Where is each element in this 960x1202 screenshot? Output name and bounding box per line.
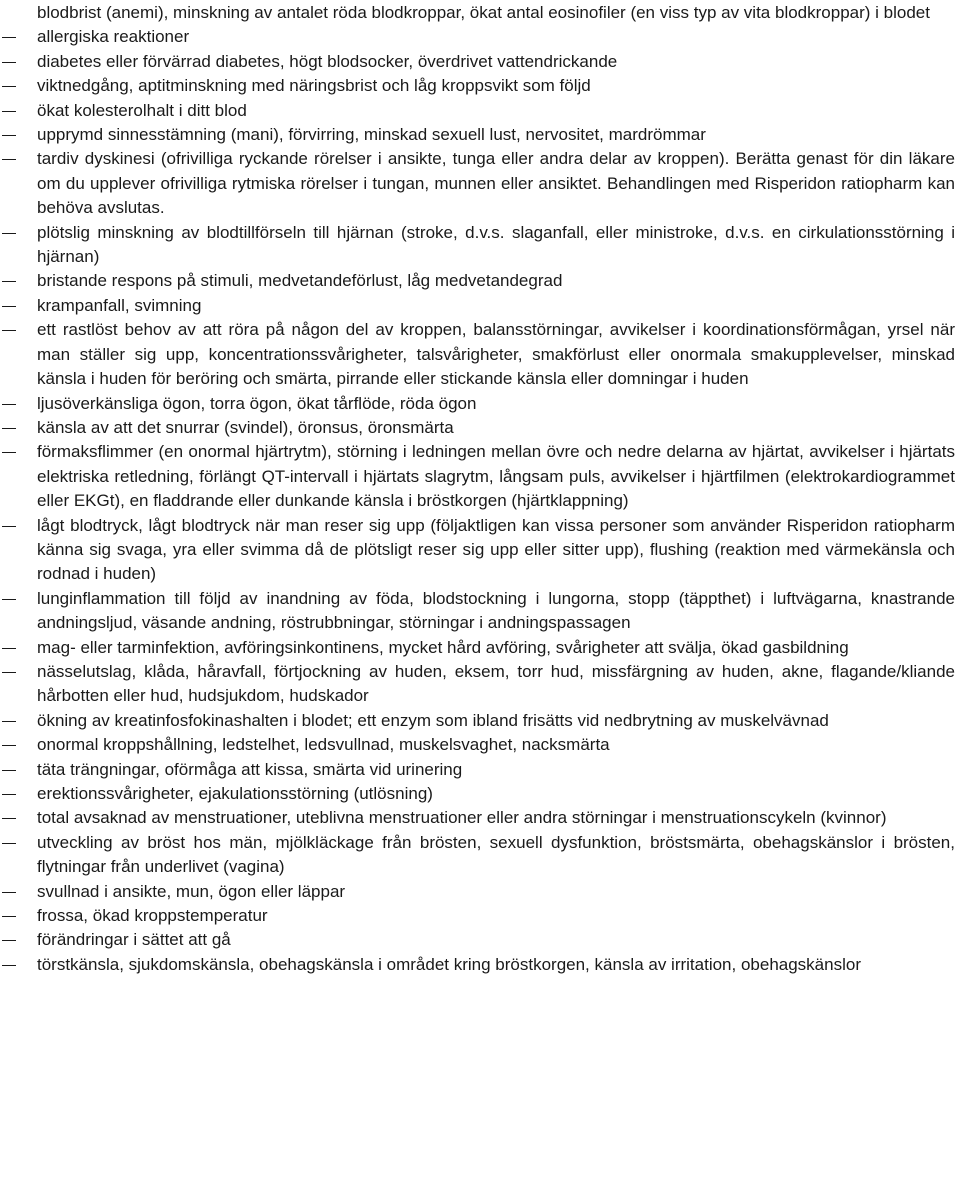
list-item xyxy=(0,74,955,98)
dash-bullet-icon xyxy=(2,404,16,405)
dash-bullet-icon xyxy=(2,428,16,429)
list-item-text: ökat kolesterolhalt i ditt blod xyxy=(37,100,247,120)
dash-bullet-icon xyxy=(2,745,16,746)
list-item xyxy=(0,928,955,952)
list-item xyxy=(0,269,955,293)
list-item-text: ökning av kreatinfosfokinashalten i blodet; ett enzym som ibland frisätts vid nedbrytning av muskelvävnad xyxy=(37,710,829,730)
list-item-continuation xyxy=(0,0,955,25)
list-item xyxy=(0,392,955,416)
list-item-text: plötslig minskning av blodtillförseln till hjärnan (stroke, d.v.s. slaganfall, eller ministroke, d.v.s. en cirkulationsstörning i hjärnan) xyxy=(37,222,955,267)
dash-bullet-icon xyxy=(2,111,16,112)
dash-bullet-icon xyxy=(2,135,16,136)
dash-bullet-icon xyxy=(2,452,16,453)
list-item-text: svullnad i ansikte, mun, ögon eller läppar xyxy=(37,881,346,901)
list-item xyxy=(0,99,955,123)
dash-bullet-icon xyxy=(2,940,16,941)
list-item xyxy=(0,831,955,880)
list-item-text: förändringar i sättet att gå xyxy=(37,930,231,950)
list-item-text: ett rastlöst behov av att röra på någon del av kroppen, balansstörningar, avvikelser i koordinationsförmågan, yrsel när man ställer sig upp, koncentrationssvårigheter, talsvårigheter, smakförlust eller onormala smakupplevelser, minskad känsla i huden för beröring och smärta, pirrande eller stickande känsla eller domningar i huden xyxy=(37,320,955,389)
list-item xyxy=(0,880,955,904)
list-item-text: lunginflammation till följd av inandning av föda, blodstockning i lungorna, stopp (täppthet) i luftvägarna, knastrande andningsljud, väsande andning, röstrubbningar, störningar i andningspassagen xyxy=(37,588,955,633)
list-item xyxy=(0,50,955,74)
list-item-text: nässelutslag, klåda, håravfall, förtjockning av huden, eksem, torr hud, missfärgning av huden, akne, flagande/kliande hårbotten eller hud, hudsjukdom, hudskador xyxy=(37,661,955,706)
list-item xyxy=(0,782,955,806)
dash-bullet-icon xyxy=(2,233,16,234)
dash-bullet-icon xyxy=(2,843,16,844)
list-item xyxy=(0,416,955,440)
list-item-text: ljusöverkänsliga ögon, torra ögon, ökat tårflöde, röda ögon xyxy=(37,393,477,413)
dash-bullet-icon xyxy=(2,672,16,673)
list-item xyxy=(0,709,955,733)
list-item-text: tardiv dyskinesi (ofrivilliga ryckande rörelser i ansikte, tunga eller andra delar av kroppen). Berätta genast för din läkare om du upplever ofrivilliga rytmiska rörelser i tungan, munnen eller ansiktet. Behandlingen med Risperidon ratiopharm kan behöva avslutas. xyxy=(37,149,955,218)
list-item-text: allergiska reaktioner xyxy=(37,27,190,47)
dash-bullet-icon xyxy=(2,159,16,160)
dash-bullet-icon xyxy=(2,770,16,771)
list-item xyxy=(0,953,955,977)
dash-bullet-icon xyxy=(2,648,16,649)
list-item-text: lågt blodtryck, lågt blodtryck när man reser sig upp (följaktligen kan vissa personer som använder Risperidon ratiopharm känna sig svaga, yra eller svimma då de plötsligt reser sig upp eller sitter upp), flushing (reaktion med värmekänsla och rodnad i huden) xyxy=(37,515,955,584)
list-item xyxy=(0,221,955,270)
dash-bullet-icon xyxy=(2,86,16,87)
dash-bullet-icon xyxy=(2,965,16,966)
dash-bullet-icon xyxy=(2,916,16,917)
list-item-text: frossa, ökad kroppstemperatur xyxy=(37,906,268,926)
list-item-text: bristande respons på stimuli, medvetandeförlust, låg medvetandegrad xyxy=(37,271,563,291)
list-item-text: mag- eller tarminfektion, avföringsinkontinens, mycket hård avföring, svårigheter att svälja, ökad gasbildning xyxy=(37,637,849,657)
list-item xyxy=(0,636,955,660)
list-item-text: viktnedgång, aptitminskning med näringsbrist och låg kroppsvikt som följd xyxy=(37,76,591,96)
dash-bullet-icon xyxy=(2,281,16,282)
list-item-text: törstkänsla, sjukdomskänsla, obehagskänsla i området kring bröstkorgen, känsla av irritation, obehagskänslor xyxy=(37,954,861,974)
dash-bullet-icon xyxy=(2,62,16,63)
list-item-text: känsla av att det snurrar (svindel), öronsus, öronsmärta xyxy=(37,417,454,437)
list-item xyxy=(0,733,955,757)
list-item xyxy=(0,758,955,782)
dash-bullet-icon xyxy=(2,526,16,527)
list-item xyxy=(0,806,955,830)
dash-bullet-icon xyxy=(2,306,16,307)
list-item-text: blodbrist (anemi), minskning av antalet röda blodkroppar, ökat antal eosinofiler (en viss typ av vita blodkroppar) i blodet xyxy=(37,3,930,22)
dash-bullet-icon xyxy=(2,599,16,600)
list-item xyxy=(0,294,955,318)
dash-bullet-icon xyxy=(2,721,16,722)
list-item-text: krampanfall, svimning xyxy=(37,295,202,315)
dash-bullet-icon xyxy=(2,330,16,331)
dash-bullet-icon xyxy=(2,37,16,38)
list-item-text: utveckling av bröst hos män, mjölkläckage från brösten, sexuell dysfunktion, bröstsmärta, obehagskänslor i brösten, flytningar från underlivet (vagina) xyxy=(37,832,955,877)
list-item-text: diabetes eller förvärrad diabetes, högt blodsocker, överdrivet vattendrickande xyxy=(37,51,618,71)
dash-bullet-icon xyxy=(2,818,16,819)
list-item-text: total avsaknad av menstruationer, uteblivna menstruationer eller andra störningar i menstruationscykeln (kvinnor) xyxy=(37,808,887,828)
list-item xyxy=(0,440,955,513)
list-item-text: onormal kroppshållning, ledstelhet, ledsvullnad, muskelsvaghet, nacksmärta xyxy=(37,735,610,755)
list-item xyxy=(0,147,955,220)
list-item xyxy=(0,318,955,391)
list-item-text: upprymd sinnesstämning (mani), förvirring, minskad sexuell lust, nervositet, mardrömmar xyxy=(37,125,706,145)
list-item xyxy=(0,904,955,928)
list-item xyxy=(0,25,955,49)
list-item-text: erektionssvårigheter, ejakulationsstörning (utlösning) xyxy=(37,784,433,803)
dash-bullet-icon xyxy=(2,892,16,893)
list-item-text: täta trängningar, oförmåga att kissa, smärta vid urinering xyxy=(37,759,463,779)
list-item-text: förmaksflimmer (en onormal hjärtrytm), störning i ledningen mellan övre och nedre delarna av hjärtat, avvikelser i hjärtats elektriska retledning, förlängt QT-intervall i hjärtats slagrytm, långsam puls, avvikelser i hjärtfilmen (elektrokardiogrammet eller EKGt), en fladdrande eller dunkande känsla i bröstkorgen (hjärtklappning) xyxy=(37,442,955,511)
dash-bullet-icon xyxy=(2,794,16,795)
list-item xyxy=(0,660,955,709)
list-item xyxy=(0,514,955,587)
list-item xyxy=(0,587,955,636)
list-item xyxy=(0,123,955,147)
